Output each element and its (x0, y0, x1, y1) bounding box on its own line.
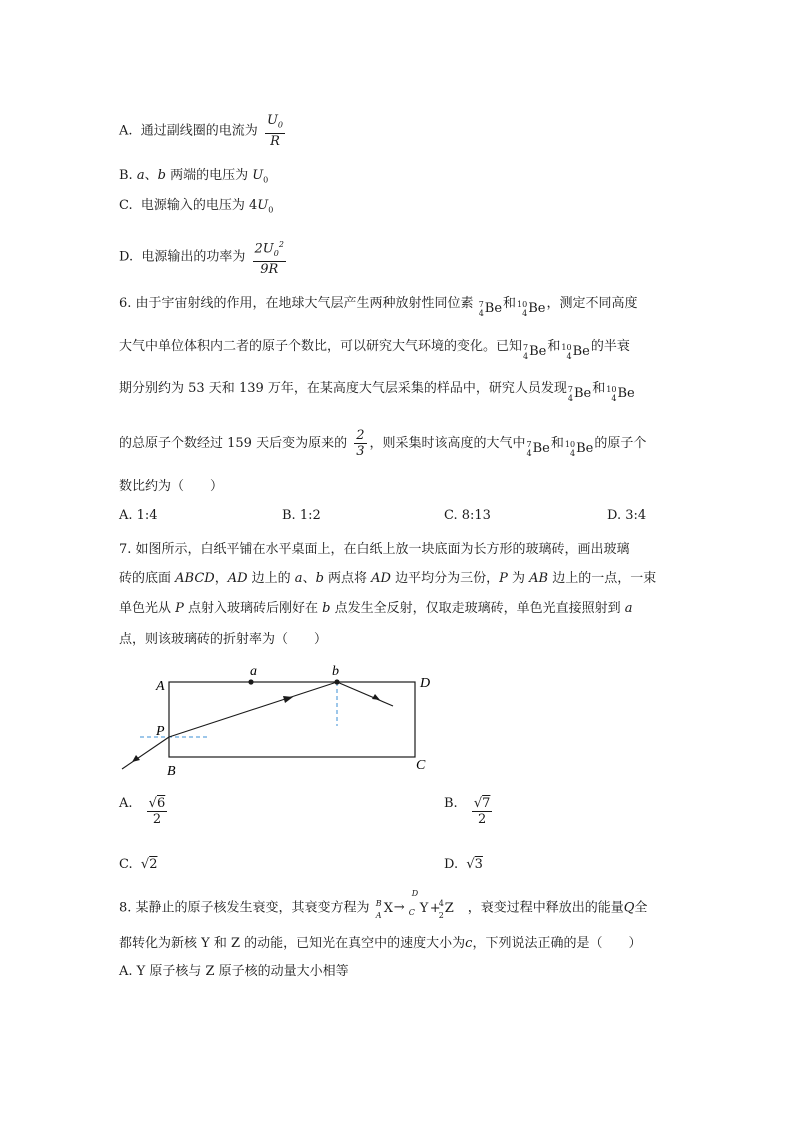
label-C: C (416, 758, 426, 773)
arrow-head (132, 755, 140, 762)
q7-option-c: C. √2 (119, 857, 158, 872)
q5-option-c: C. 电源输入的电压为 $4U_0$ (119, 198, 274, 215)
q6-option-b: B. 1:2 (282, 508, 321, 523)
label-b: b (332, 664, 339, 679)
q6-option-c: C. 8:13 (444, 508, 491, 523)
label-A: A (156, 679, 165, 694)
q7-line-2: 砖的底面 ABCD，AD 边上的 a、b 两点将 AD 边平均分为三份，P 为 AB 边上的一点，一束 (119, 571, 657, 586)
q7-option-d: D. √3 (444, 857, 483, 872)
decay-equation: B A X → D C Y + 4 2 Z (375, 889, 454, 920)
q6-line-4: 的总原子个数经过 159 天后变为原来的 $\frac{2}{3}$ ，则采集时该高度的大气中 7 4 Be 和 10 4 Be 的原子个 (119, 428, 647, 459)
isotope-be7: 7 4 Be (523, 343, 547, 361)
q6-line-2: 大气中单位体积内二者的原子个数比，可以研究大气环境的变化。已知 7 4 Be 和 10 4 Be 的半衰 (119, 339, 630, 361)
glass-brick-diagram (110, 660, 440, 780)
point-b-dot (334, 679, 339, 684)
label-D: D (420, 676, 431, 691)
incident-ray (122, 737, 169, 769)
isotope-be7: 7 4 Be (526, 440, 550, 458)
point-a-dot (248, 679, 253, 684)
glass-brick-rect (169, 682, 415, 757)
q5-option-a: A. 通过副线圈的电流为 $\frac{U_0}{R}$ (119, 113, 284, 149)
isotope-be10: 10 4 Be (564, 440, 594, 458)
q5-option-d: D. 电源输出的功率为 $\frac{2U_0^2}{9R}$ (119, 237, 289, 277)
q7-option-b: B. $\frac{√7}{2}$ (444, 796, 491, 827)
fraction-two-thirds: $\frac{2}{3}$ (356, 428, 365, 459)
fraction-power: $\frac{2U_0^2}{9R}$ (253, 237, 286, 277)
arrow-head (372, 694, 380, 700)
q6-option-a: A. 1:4 (119, 508, 158, 523)
label-P: P (156, 724, 165, 739)
label-B: B (167, 764, 176, 779)
q6-line-3: 期分别约为 53 天和 139 万年，在某高度大气层采集的样品中，研究人员发现 7 4 Be 和 10 4 Be (119, 381, 635, 403)
q6-line-1: 6. 由于宇宙射线的作用，在地球大气层产生两种放射性同位素 7 4 Be 和 10 4 Be ，测定不同高度 (119, 296, 638, 318)
q8-option-a: A. Y 原子核与 Z 原子核的动量大小相等 (119, 964, 349, 979)
isotope-be7: 7 4 Be (567, 385, 592, 403)
isotope-be7: 7 4 Be (478, 300, 503, 318)
q7-option-a: A. $\frac{√6}{2}$ (119, 796, 166, 827)
q8-line-1: 8. 某静止的原子核发生衰变，其衰变方程为 B A X → D C Y + 4 2 Z ，衰变过程中释放出的能量Q全 (119, 889, 648, 920)
isotope-be10: 10 4 Be (606, 385, 635, 403)
q7-line-1: 7. 如图所示，白纸平铺在水平桌面上，在白纸上放一块底面为长方形的玻璃砖，画出玻璃 (119, 542, 630, 557)
refracted-ray (169, 682, 337, 737)
arrow-head (283, 696, 293, 703)
reflected-ray (337, 682, 393, 706)
q7-line-3: 单色光从 P 点射入玻璃砖后刚好在 b 点发生全反射，仅取走玻璃砖，单色光直接照射到 a (119, 601, 633, 616)
fraction-u0-over-r: $\frac{U_0}{R}$ (266, 113, 284, 149)
q6-line-5: 数比约为（ ） (119, 479, 224, 494)
q7-line-4: 点，则该玻璃砖的折射率为（ ） (119, 632, 328, 647)
q8-line-2: 都转化为新核 Y 和 Z 的动能，已知光在真空中的速度大小为c，下列说法正确的是（ ） (119, 936, 642, 951)
isotope-be10: 10 4 Be (517, 300, 546, 318)
q5-option-b: B. a、b 两端的电压为 $U_0$ (119, 168, 269, 185)
label-a: a (250, 664, 257, 679)
q6-option-d: D. 3:4 (607, 508, 647, 523)
isotope-be10: 10 4 Be (561, 343, 590, 361)
